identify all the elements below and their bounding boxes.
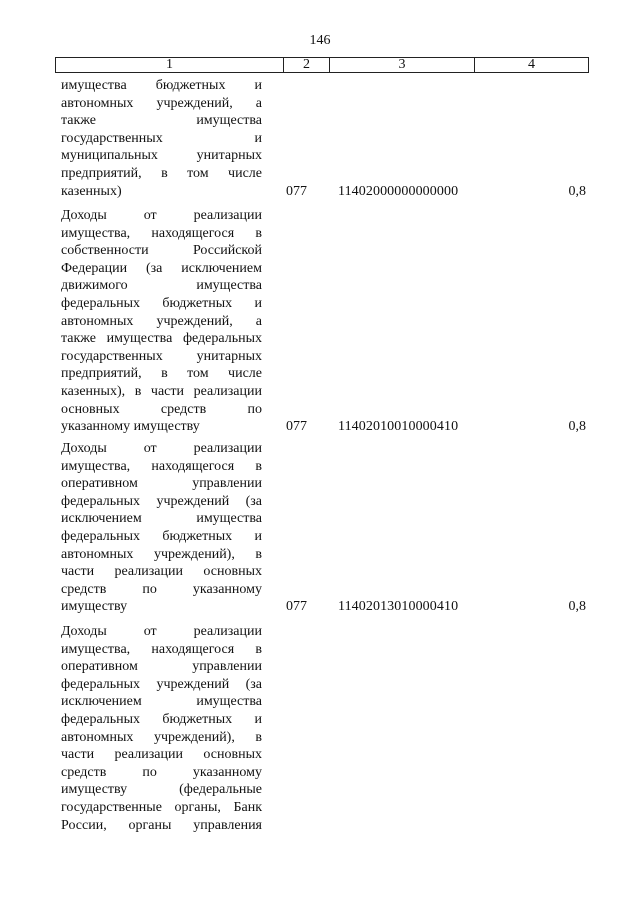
description-line: имущества бюджетных и bbox=[61, 78, 262, 93]
header-col-1: 1 bbox=[56, 58, 284, 72]
row-description bbox=[61, 77, 262, 200]
header-col-3: 3 bbox=[330, 58, 475, 72]
admin-code: 077 bbox=[286, 599, 307, 615]
description-line: средств по указанному bbox=[61, 764, 262, 780]
description-line: оперативном управлении bbox=[61, 659, 262, 675]
description-line: государственные органы, Банк bbox=[61, 799, 262, 815]
description-line: федеральных учреждений (за bbox=[61, 493, 262, 509]
description-line: имуществу (федеральные bbox=[61, 782, 262, 798]
description-line: предприятий, в том числе bbox=[61, 366, 262, 382]
description-line: имуществу bbox=[61, 599, 128, 615]
description-line: федеральных бюджетных и bbox=[61, 528, 262, 544]
budget-class-code: 11402010010000410 bbox=[338, 419, 459, 435]
description-line: федеральных учреждений (за bbox=[61, 676, 262, 692]
row-description bbox=[61, 207, 262, 436]
row-description bbox=[61, 623, 262, 834]
description-line: части реализации основных bbox=[61, 747, 262, 763]
description-line: муниципальных унитарных bbox=[61, 148, 262, 164]
amount: 0,8 bbox=[568, 419, 586, 435]
description-line: также имущества федеральных bbox=[61, 331, 262, 347]
description-line: казенных), в части реализации bbox=[61, 383, 262, 399]
admin-code: 077 bbox=[286, 183, 307, 199]
description-line: государственных унитарных bbox=[61, 348, 262, 364]
description-line: имущества, находящегося в bbox=[61, 641, 262, 657]
description-line: Федерации (за исключением bbox=[61, 260, 262, 276]
description-line: собственности Российской bbox=[61, 243, 262, 259]
description-line: государственных и bbox=[61, 130, 262, 146]
description-line: оперативном управлении bbox=[61, 476, 262, 492]
description-line: автономных учреждений, а bbox=[61, 313, 262, 329]
description-line: имущества, находящегося в bbox=[61, 458, 262, 474]
budget-class-code: 11402000000000000 bbox=[338, 183, 459, 199]
admin-code: 077 bbox=[286, 419, 307, 435]
description-line: Доходы от реализации bbox=[61, 208, 262, 223]
budget-class-code: 11402013010000410 bbox=[338, 599, 459, 615]
description-line: федеральных бюджетных и bbox=[61, 711, 262, 727]
description-line: движимого имущества bbox=[61, 278, 262, 294]
description-line: казенных) bbox=[61, 183, 122, 199]
page-number: 146 bbox=[309, 33, 331, 48]
description-line: также имущества bbox=[61, 113, 262, 129]
description-line: автономных учреждений, а bbox=[61, 95, 262, 111]
description-line: Доходы от реализации bbox=[61, 441, 262, 456]
description-line: исключением имущества bbox=[61, 694, 262, 710]
description-line: предприятий, в том числе bbox=[61, 165, 262, 181]
row-description bbox=[61, 440, 262, 616]
description-line: России, органы управления bbox=[61, 817, 262, 833]
description-line: автономных учреждений), в bbox=[61, 729, 262, 745]
description-line: исключением имущества bbox=[61, 511, 262, 527]
description-line: части реализации основных bbox=[61, 564, 262, 580]
description-line: основных средств по bbox=[61, 401, 262, 417]
description-line: автономных учреждений), в bbox=[61, 546, 262, 562]
description-line: Доходы от реализации bbox=[61, 624, 262, 639]
table-header bbox=[55, 57, 589, 73]
header-col-4: 4 bbox=[528, 57, 535, 72]
header-col-2: 2 bbox=[284, 58, 330, 72]
description-line: указанному имуществу bbox=[61, 419, 200, 435]
description-line: имущества, находящегося в bbox=[61, 225, 262, 241]
description-line: федеральных бюджетных и bbox=[61, 295, 262, 311]
amount: 0,8 bbox=[568, 599, 586, 615]
description-line: средств по указанному bbox=[61, 581, 262, 597]
amount: 0,8 bbox=[568, 183, 586, 199]
